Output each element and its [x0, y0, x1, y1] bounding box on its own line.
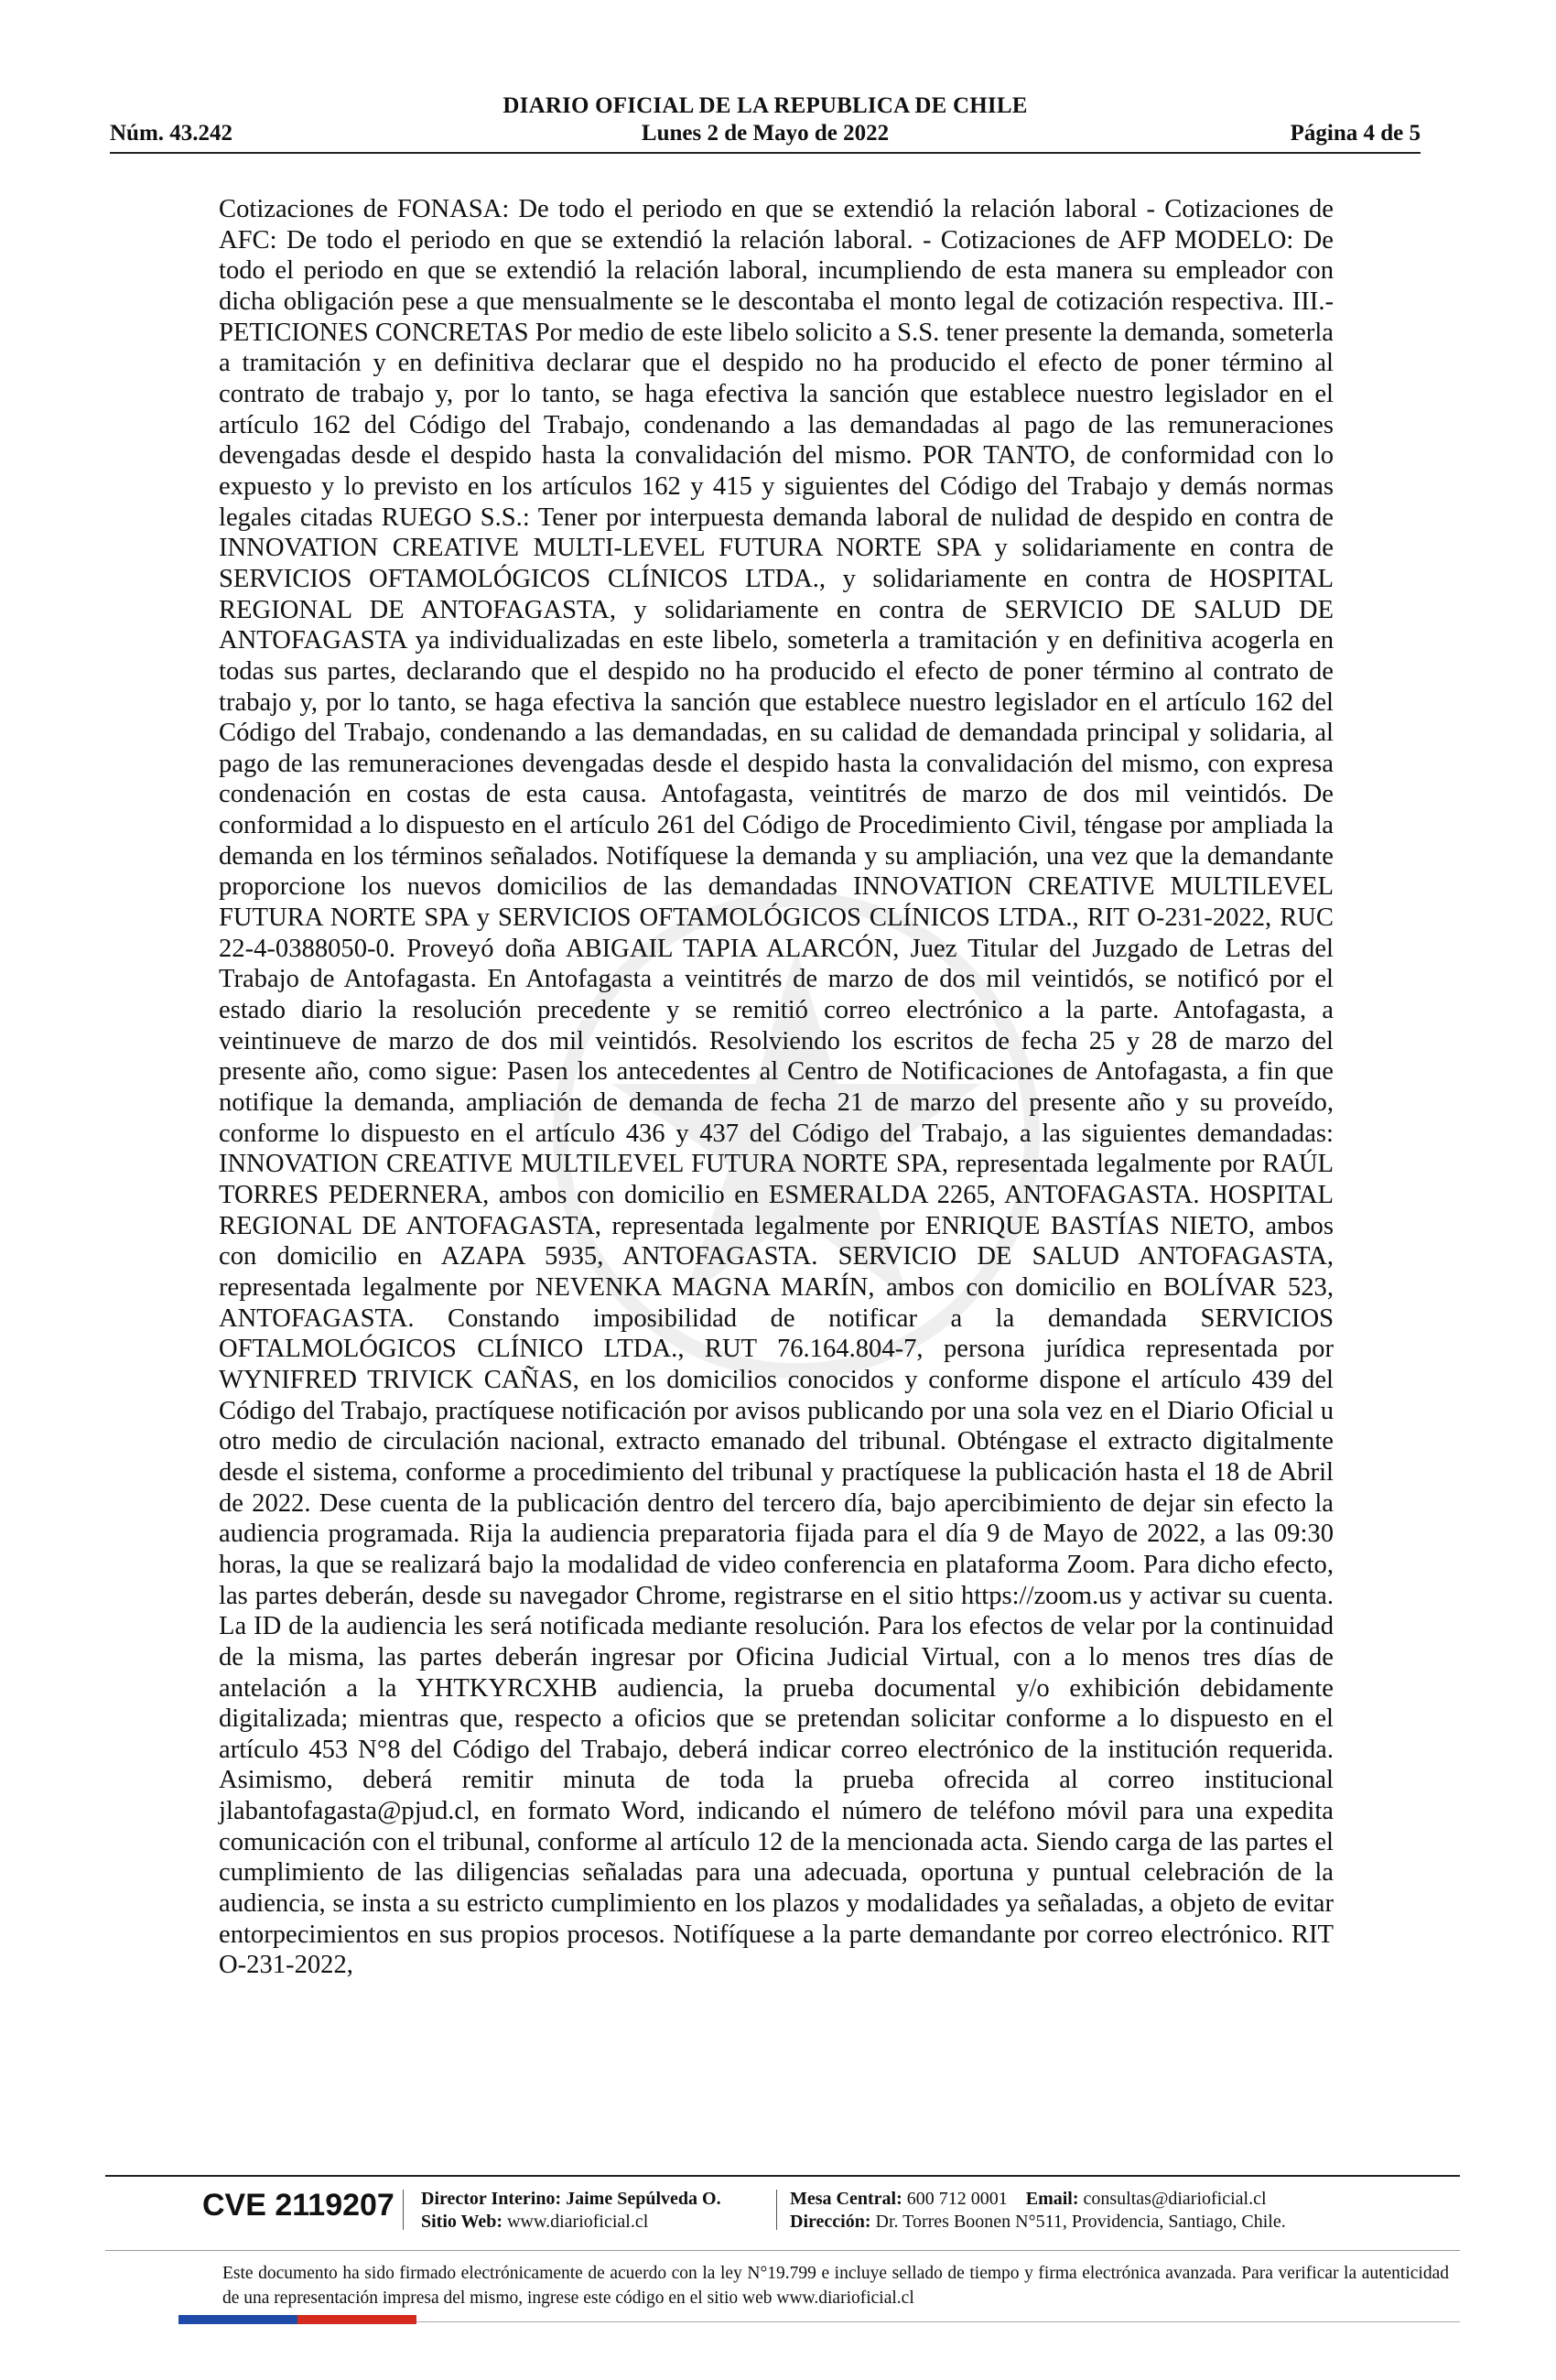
footer-director-block: [421, 2188, 721, 2234]
issue-number: Núm. 43.242: [110, 121, 233, 146]
issue-date: Lunes 2 de Mayo de 2022: [641, 121, 890, 146]
journal-title: DIARIO OFICIAL DE LA REPUBLICA DE CHILE: [502, 93, 1028, 118]
director-label: Director Interino:: [421, 2189, 562, 2209]
address-label: Dirección:: [790, 2212, 871, 2232]
email-link[interactable]: consultas@diarioficial.cl: [1083, 2189, 1267, 2209]
central-phone: 600 712 0001: [906, 2189, 1008, 2209]
cve-code: CVE 2119207: [202, 2188, 394, 2223]
document-body-text: Cotizaciones de FONASA: De todo el periodo en que se extendió la relación laboral - Cotizaciones de AFC: De todo el periodo en que se extendió la relación laboral. - Cotizaciones de AFP MODELO: De todo el periodo en que se extendió la relación laboral, incumpliendo de esta manera su empleador con dicha obligación pese a que mensualmente se le descontaba el monto legal de cotización respectiva. III.- PETICIONES CONCRETAS Por medio de este libelo solicito a S.S. tener presente la demanda, someterla a tramitación y en definitiva declarar que el despido no ha producido el efecto de poner término al contrato de trabajo y, por lo tanto, se haga efectiva la sanción que establece nuestro legislador en el artículo 162 del Código del Trabajo, condenando a las demandadas al pago de las remuneraciones devengadas desde el despido hasta la convalidación del mismo. POR TANTO, de conformidad con lo expuesto y lo previsto en los artículos 162 y 415 y siguientes del Código del Trabajo y demás normas legales citadas RUEGO S.S.: Tener por interpuesta demanda laboral de nulidad de despido en contra de INNOVATION CREATIVE MULTI-LEVEL FUTURA NORTE SPA y solidariamente en contra de SERVICIOS OFTAMOLÓGICOS CLÍNICOS LTDA., y solidariamente en contra de HOSPITAL REGIONAL DE ANTOFAGASTA, y solidariamente en contra de SERVICIO DE SALUD DE ANTOFAGASTA ya individualizadas en este libelo, someterla a tramitación y en definitiva acogerla en todas sus partes, declarando que el despido no ha producido el efecto de poner término al contrato de trabajo y, por lo tanto, se haga efectiva la sanción que establece nuestro legislador en el artículo 162 del Código del Trabajo, condenando a las demandadas, en su calidad de demandada principal y solidaria, al pago de las remuneraciones devengadas desde el despido hasta la convalidación del mismo, con expresa condenación en costas de esta causa. Antofagasta, veintitrés de marzo de dos mil veintidós. De conformidad a lo dispuesto en el artículo 261 del Código de Procedimiento Civil, téngase por ampliada la demanda en los términos señalados. Notifíquese la demanda y su ampliación, una vez que la demandante proporcione los nuevos domicilios de las demandadas INNOVATION CREATIVE MULTILEVEL FUTURA NORTE SPA y SERVICIOS OFTAMOLÓGICOS CLÍNICOS LTDA., RIT O-231-2022, RUC 22-4-0388050-0. Proveyó doña ABIGAIL TAPIA ALARCÓN, Juez Titular del Juzgado de Letras del Trabajo de Antofagasta. En Antofagasta a veintitrés de marzo de dos mil veintidós, se notificó por el estado diario la resolución precedente y se remitió correo electrónico a la parte. Antofagasta, a veintinueve de marzo de dos mil veintidós. Resolviendo los escritos de fecha 25 y 28 de marzo del presente año, como sigue: Pasen los antecedentes al Centro de Notificaciones de Antofagasta, a fin que notifique la demanda, ampliación de demanda de fecha 21 de marzo del presente año y su proveído, conforme lo dispuesto en el artículo 436 y 437 del Código del Trabajo, a las siguientes demandadas: INNOVATION CREATIVE MULTILEVEL FUTURA NORTE SPA, representada legalmente por RAÚL TORRES PEDERNERA, ambos con domicilio en ESMERALDA 2265, ANTOFAGASTA. HOSPITAL REGIONAL DE ANTOFAGASTA, representada legalmente por ENRIQUE BASTÍAS NIETO, ambos con domicilio en AZAPA 5935, ANTOFAGASTA. SERVICIO DE SALUD ANTOFAGASTA, representada legalmente por NEVENKA MAGNA MARÍN, ambos con domicilio en BOLÍVAR 523, ANTOFAGASTA. Constando imposibilidad de notificar a la demandada SERVICIOS OFTALMOLÓGICOS CLÍNICO LTDA., RUT 76.164.804-7, persona jurídica representada por WYNIFRED TRIVICK CAÑAS, en los domicilios conocidos y conforme dispone el artículo 439 del Código del Trabajo, practíquese notificación por avisos publicando por una sola vez en el Diario Oficial u otro medio de circulación nacional, extracto emanado del tribunal. Obténgase el extracto digitalmente desde el sistema, conforme a procedimiento del tribunal y practíquese la publicación hasta el 18 de Abril de 2022. Dese cuenta de la publicación dentro del tercero día, bajo apercibimiento de dejar sin efecto la audiencia programada. Rija la audiencia preparatoria fijada para el día 9 de Mayo de 2022, a las 09:30 horas, la que se realizará bajo la modalidad de video conferencia en plataforma Zoom. Para dicho efecto, las partes deberán, desde su navegador Chrome, registrarse en el sitio https://zoom.us y activar su cuenta. La ID de la audiencia les será notificada mediante resolución. Para los efectos de velar por la continuidad de la misma, las partes deberán ingresar por Oficina Judicial Virtual, con a lo menos tres días de antelación a la YHTKYRCXHB audiencia, la prueba documental y/o exhibición debidamente digitalizada; mientras que, respecto a oficios que se pretendan solicitar conforme a lo dispuesto en el artículo 453 N°8 del Código del Trabajo, deberá indicar correo electrónico de la institución requerida. Asimismo, deberá remitir minuta de toda la prueba ofrecida al correo institucional jlabantofagasta@pjud.cl, en formato Word, indicando el número de teléfono móvil para una expedita comunicación con el tribunal, conforme al artículo 12 de la mencionada acta. Siendo carga de las partes el cumplimiento de las diligencias señaladas para una adecuada, oportuna y puntual celebración de la audiencia, se insta a su estricto cumplimiento en los plazos y modalidades ya señaladas, a objeto de evitar entorpecimientos en sus propios procesos. Notifíquese a la parte demandante por correo electrónico. RIT O-231-2022,: [219, 195, 1334, 1980]
footer-separator: [403, 2190, 404, 2230]
central-label: Mesa Central:: [790, 2189, 902, 2209]
page-footer: [105, 2175, 1460, 2367]
email-label: Email:: [1025, 2189, 1079, 2209]
footer-divider-middle: [105, 2250, 1460, 2251]
site-link[interactable]: www.diarioficial.cl: [507, 2212, 649, 2232]
legal-note: Este documento ha sido firmado electrónicamente de acuerdo con la ley N°19.799 e incluye sellado de tiempo y firma electrónica avanzada. Para verificar la autenticidad de una representación impresa del mismo, ingrese este código en el sitio web www.diarioficial.cl: [222, 2264, 1449, 2308]
header-divider: [110, 152, 1421, 154]
director-name: Jaime Sepúlveda O.: [566, 2189, 721, 2209]
flag-stripe: [178, 2315, 416, 2324]
flag-red-stripe: [297, 2315, 416, 2324]
footer-separator: [776, 2190, 777, 2230]
footer-divider-top: [105, 2175, 1460, 2177]
flag-blue-stripe: [178, 2315, 297, 2324]
page-header: [110, 90, 1421, 154]
footer-contact-block: [790, 2188, 1286, 2234]
site-label: Sitio Web:: [421, 2212, 503, 2232]
address-value: Dr. Torres Boonen N°511, Providencia, Santiago, Chile.: [875, 2212, 1286, 2232]
page-number: Página 4 de 5: [1290, 121, 1421, 146]
footer-divider-bottom: [416, 2321, 1460, 2322]
